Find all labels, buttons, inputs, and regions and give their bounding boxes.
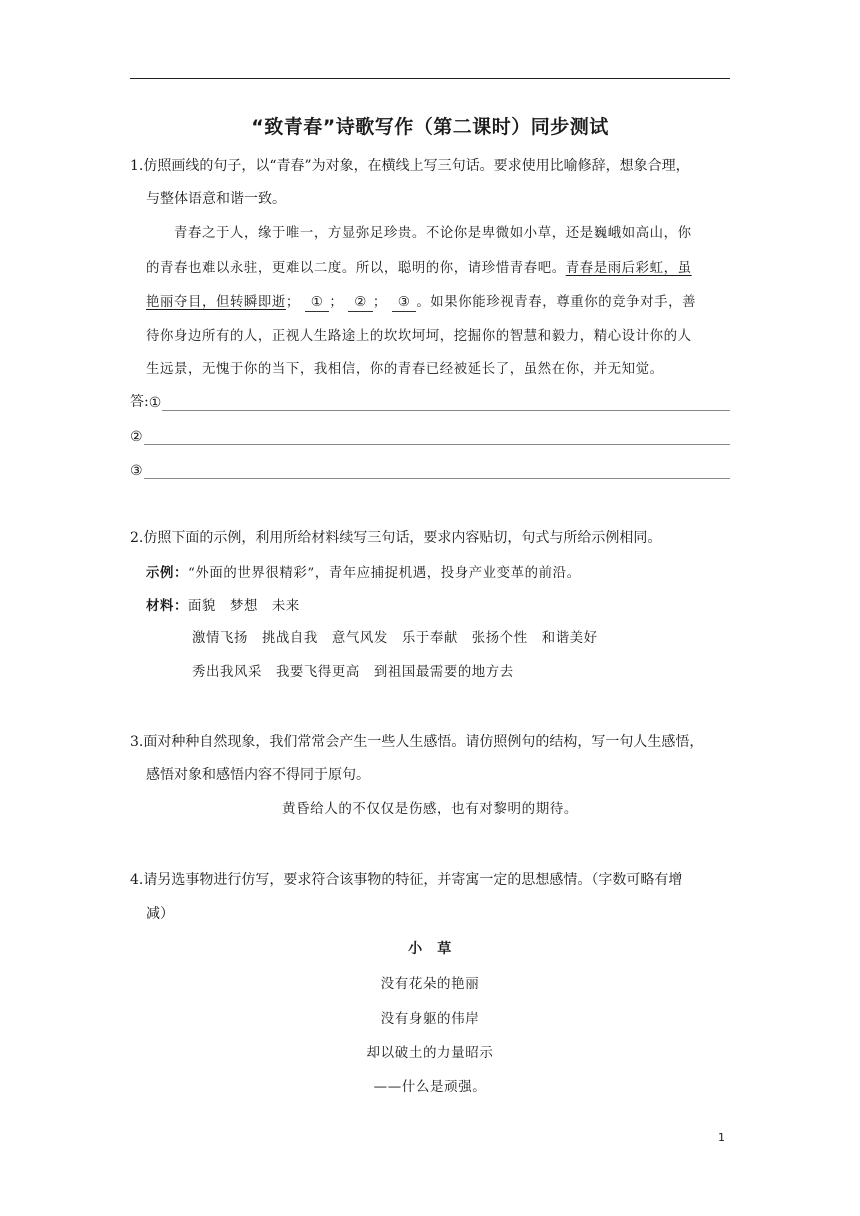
q1-passage-text: 。如果你能珍视青春，尊重你的竞争对手，善	[416, 295, 697, 310]
answer-blank-2[interactable]	[144, 430, 730, 445]
separator: ；	[285, 295, 300, 310]
q1-prompt-line1: 1.仿照画线的句子，以“青春”为对象，在横线上写三句话。要求使用比喻修辞，想象合理，	[130, 158, 690, 174]
q2-material	[146, 597, 300, 616]
material-label: 材料：	[146, 598, 188, 614]
material-row-1: 面貌 梦想 未来	[187, 599, 300, 614]
q1-passage-line4: 待你身边所有的人，正视人生路途上的坎坎坷坷，挖掘你的智慧和毅力，精心设计你的人	[146, 329, 692, 344]
q3-prompt-line2: 感悟对象和感悟内容不得同于原句。	[146, 767, 370, 783]
answer-line-3[interactable]	[130, 461, 730, 479]
header-rule	[130, 78, 730, 79]
example-label: 示例：	[146, 565, 188, 581]
poem-line-1: 没有花朵的艳丽	[380, 976, 480, 992]
page-title: “致青春”诗歌写作（第二课时）同步测试	[251, 116, 609, 138]
answer-blank-1[interactable]	[162, 396, 730, 411]
separator: ；	[372, 295, 387, 310]
poem-line-4: ——什么是顽强。	[373, 1079, 487, 1095]
q1-prompt-line2: 与整体语意和谐一致。	[146, 191, 286, 207]
poem-line-3: 却以破土的力量昭示	[366, 1045, 494, 1061]
q3-prompt-line1: 3.面对种种自然现象，我们常常会产生一些人生感悟。请仿照例句的结构，写一句人生感悟，	[130, 734, 704, 750]
poem-title: 小 草	[408, 941, 452, 957]
poem-line-2: 没有身躯的伟岸	[380, 1011, 480, 1027]
answer-label-1: ①	[148, 395, 162, 411]
separator: ；	[329, 295, 344, 310]
material-row-2: 激情飞扬 挑战自我 意气风发 乐于奉献 张扬个性 和谐美好	[192, 631, 598, 646]
example-text: “外面的世界很精彩”，青年应捕捉机遇，投身产业变革的前沿。	[187, 566, 581, 581]
answer-line-1[interactable]	[130, 393, 730, 411]
q1-passage-line5: 生远景，无愧于你的当下，我相信，你的青春已经被延长了，虽然在你，并无知觉。	[146, 362, 664, 377]
answer-label-3: ③	[130, 463, 143, 479]
fill-blank-3[interactable]: ③	[392, 294, 417, 312]
q1-passage-line1: 青春之于人，缘于唯一，方显弥足珍贵。不论你是卑微如小草，还是巍峨如高山，你	[174, 226, 692, 241]
material-row-3: 秀出我风采 我要飞得更高 到祖国最需要的地方去	[192, 665, 514, 680]
q1-passage-text: 的青春也难以永驻，更难以二度。所以，聪明的你，请珍惜青春吧。	[146, 261, 566, 276]
q4-prompt-line1: 4.请另选事物进行仿写，要求符合该事物的特征，并寄寓一定的思想感情。（字数可略有增	[130, 872, 683, 888]
q2-prompt: 2.仿照下面的示例，利用所给材料续写三句话，要求内容贴切，句式与所给示例相同。	[130, 530, 662, 546]
q1-underlined-sentence-cont: 艳丽夺目，但转瞬即逝	[146, 295, 286, 310]
q2-example	[146, 564, 581, 583]
q1-passage-line2	[146, 260, 692, 278]
q1-passage-line3	[146, 294, 696, 312]
q4-prompt-line2: 减）	[146, 906, 174, 922]
answer-blank-3[interactable]	[144, 464, 730, 479]
fill-blank-2[interactable]: ②	[348, 294, 373, 312]
page-number: 1	[718, 1131, 725, 1144]
answer-label-2: ②	[130, 429, 143, 445]
q3-example-sentence: 黄昏给人的不仅仅是伤感，也有对黎明的期待。	[281, 801, 579, 817]
answer-line-2[interactable]	[130, 427, 730, 445]
fill-blank-1[interactable]: ①	[305, 294, 330, 312]
q1-underlined-sentence: 青春是雨后彩虹，虽	[565, 261, 692, 276]
answer-prefix: 答:	[130, 394, 149, 410]
